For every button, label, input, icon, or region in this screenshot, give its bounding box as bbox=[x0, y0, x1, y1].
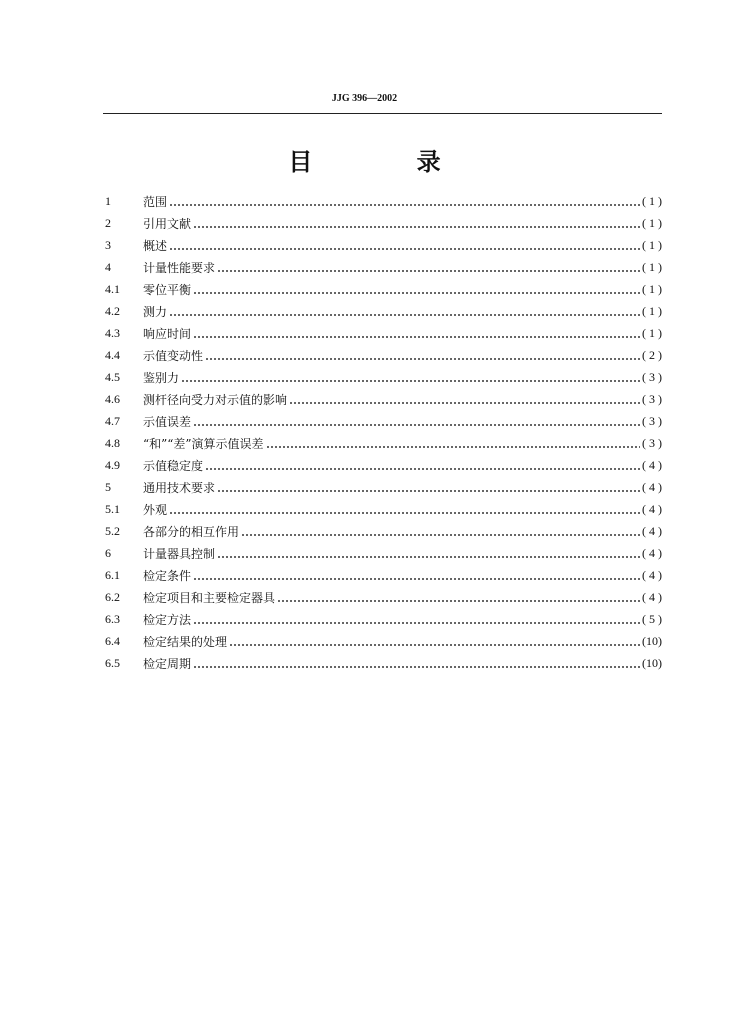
toc-title: 示值误差 bbox=[143, 414, 192, 429]
toc-entry bbox=[105, 388, 662, 410]
page-title: 目 录 bbox=[288, 148, 489, 176]
toc-leader bbox=[205, 350, 640, 361]
toc-page: ( 4 ) bbox=[642, 501, 662, 516]
toc-page: ( 1 ) bbox=[642, 193, 662, 208]
toc-page: ( 1 ) bbox=[642, 259, 662, 274]
toc-title: 外观 bbox=[143, 502, 168, 517]
toc-leader bbox=[169, 504, 640, 515]
toc-entry bbox=[105, 498, 662, 520]
toc-title: 计量性能要求 bbox=[143, 260, 216, 275]
toc-leader bbox=[229, 636, 640, 647]
toc-title: 计量器具控制 bbox=[143, 546, 216, 561]
toc-number: 2 bbox=[105, 215, 111, 230]
toc-entry bbox=[105, 344, 662, 366]
toc-number: 3 bbox=[105, 237, 111, 252]
toc-number: 6.2 bbox=[105, 589, 120, 604]
toc-number: 6.3 bbox=[105, 611, 120, 626]
toc-page: ( 1 ) bbox=[642, 215, 662, 230]
toc-number: 4.7 bbox=[105, 413, 120, 428]
toc-number: 4.5 bbox=[105, 369, 120, 384]
toc-page: ( 4 ) bbox=[642, 567, 662, 582]
toc-entry bbox=[105, 234, 662, 256]
toc-number: 4.3 bbox=[105, 325, 120, 340]
toc-number: 4.2 bbox=[105, 303, 120, 318]
toc-leader bbox=[289, 394, 640, 405]
toc-title: 检定周期 bbox=[143, 656, 192, 671]
toc-number: 5.2 bbox=[105, 523, 120, 538]
toc-title: 示值变动性 bbox=[143, 348, 204, 363]
toc-leader bbox=[169, 306, 640, 317]
toc-leader bbox=[277, 592, 640, 603]
toc-page: ( 2 ) bbox=[642, 347, 662, 362]
toc-title: 检定结果的处理 bbox=[143, 634, 228, 649]
toc-number: 4.1 bbox=[105, 281, 120, 296]
toc-number: 6.1 bbox=[105, 567, 120, 582]
toc-page: ( 1 ) bbox=[642, 325, 662, 340]
toc-number: 5.1 bbox=[105, 501, 120, 516]
toc-number: 6.5 bbox=[105, 655, 120, 670]
toc-number: 6 bbox=[105, 545, 111, 560]
toc-title: 零位平衡 bbox=[143, 282, 192, 297]
toc-page: ( 3 ) bbox=[642, 391, 662, 406]
toc-leader bbox=[266, 438, 640, 449]
toc-page: ( 3 ) bbox=[642, 369, 662, 384]
toc-leader bbox=[193, 284, 640, 295]
toc-entry bbox=[105, 586, 662, 608]
toc-leader bbox=[193, 570, 640, 581]
toc-title: 鉴别力 bbox=[143, 370, 180, 385]
toc-entry bbox=[105, 630, 662, 652]
toc-page: ( 5 ) bbox=[642, 611, 662, 626]
toc-page: ( 4 ) bbox=[642, 545, 662, 560]
toc-entry bbox=[105, 410, 662, 432]
toc-entry bbox=[105, 322, 662, 344]
header-rule bbox=[103, 113, 662, 114]
toc-entry bbox=[105, 300, 662, 322]
toc-page: (10) bbox=[642, 655, 662, 670]
toc-title: 各部分的相互作用 bbox=[143, 524, 240, 539]
toc-leader bbox=[205, 460, 640, 471]
toc-title: 检定条件 bbox=[143, 568, 192, 583]
toc-entry bbox=[105, 564, 662, 586]
table-of-contents bbox=[105, 190, 662, 674]
toc-entry bbox=[105, 212, 662, 234]
toc-title: 引用文献 bbox=[143, 216, 192, 231]
toc-leader bbox=[241, 526, 640, 537]
toc-number: 6.4 bbox=[105, 633, 120, 648]
toc-title: 测力 bbox=[143, 304, 168, 319]
running-header: JJG 396—2002 bbox=[331, 93, 398, 104]
toc-page: ( 1 ) bbox=[642, 303, 662, 318]
toc-number: 4.6 bbox=[105, 391, 120, 406]
toc-page: (10) bbox=[642, 633, 662, 648]
toc-title: 测杆径向受力对示值的影响 bbox=[143, 392, 288, 407]
toc-entry bbox=[105, 608, 662, 630]
toc-title: “和”“差”演算示值误差 bbox=[143, 436, 264, 451]
toc-leader bbox=[169, 240, 640, 251]
toc-entry bbox=[105, 542, 662, 564]
toc-title: 范围 bbox=[143, 194, 168, 209]
toc-entry bbox=[105, 278, 662, 300]
toc-title: 概述 bbox=[143, 238, 168, 253]
toc-page: ( 1 ) bbox=[642, 237, 662, 252]
toc-number: 4.9 bbox=[105, 457, 120, 472]
toc-number: 4.8 bbox=[105, 435, 120, 450]
toc-title: 检定项目和主要检定器具 bbox=[143, 590, 276, 605]
toc-title: 检定方法 bbox=[143, 612, 192, 627]
toc-leader bbox=[217, 548, 640, 559]
toc-title: 示值稳定度 bbox=[143, 458, 204, 473]
toc-page: ( 1 ) bbox=[642, 281, 662, 296]
toc-leader bbox=[193, 658, 640, 669]
toc-entry bbox=[105, 190, 662, 212]
toc-leader bbox=[193, 416, 640, 427]
toc-page: ( 4 ) bbox=[642, 479, 662, 494]
toc-leader bbox=[193, 328, 640, 339]
toc-leader bbox=[217, 262, 640, 273]
toc-leader bbox=[169, 196, 640, 207]
toc-leader bbox=[217, 482, 640, 493]
toc-number: 1 bbox=[105, 193, 111, 208]
toc-page: ( 3 ) bbox=[642, 435, 662, 450]
toc-title: 响应时间 bbox=[143, 326, 192, 341]
toc-page: ( 4 ) bbox=[642, 457, 662, 472]
toc-leader bbox=[193, 218, 640, 229]
toc-page: ( 3 ) bbox=[642, 413, 662, 428]
toc-number: 4.4 bbox=[105, 347, 120, 362]
toc-entry bbox=[105, 476, 662, 498]
toc-number: 5 bbox=[105, 479, 111, 494]
toc-title: 通用技术要求 bbox=[143, 480, 216, 495]
toc-page: ( 4 ) bbox=[642, 589, 662, 604]
toc-entry bbox=[105, 256, 662, 278]
toc-leader bbox=[193, 614, 640, 625]
toc-entry bbox=[105, 366, 662, 388]
toc-entry bbox=[105, 520, 662, 542]
toc-entry bbox=[105, 432, 662, 454]
toc-entry bbox=[105, 652, 662, 674]
toc-page: ( 4 ) bbox=[642, 523, 662, 538]
toc-leader bbox=[181, 372, 640, 383]
toc-number: 4 bbox=[105, 259, 111, 274]
toc-entry bbox=[105, 454, 662, 476]
